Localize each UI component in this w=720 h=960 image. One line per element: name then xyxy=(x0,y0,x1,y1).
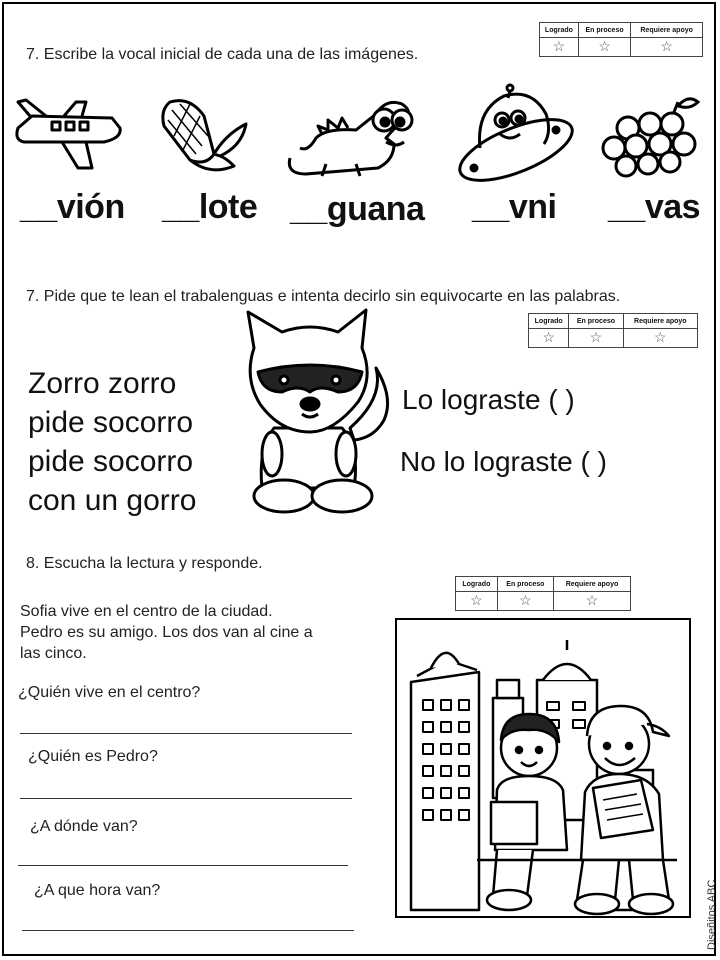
rubric-cell[interactable] xyxy=(578,38,630,57)
iguana-icon xyxy=(286,98,418,180)
credit-text: Diseñitos ABC xyxy=(706,879,718,950)
answer-line-4[interactable] xyxy=(22,930,354,931)
rubric-cell[interactable] xyxy=(554,592,631,611)
passage-line: Sofia vive en el centro de la ciudad. xyxy=(20,603,273,620)
answer-line-2[interactable] xyxy=(20,798,352,799)
star-icon[interactable]: ☆ xyxy=(542,329,555,345)
question-3: ¿A dónde van? xyxy=(30,818,138,835)
rubric-en-proceso: En proceso xyxy=(497,577,553,592)
word-ovni: __vni xyxy=(472,188,557,226)
question-4: ¿A que hora van? xyxy=(34,882,161,899)
star-icon[interactable]: ☆ xyxy=(589,329,603,345)
twister-line: Zorro zorro xyxy=(28,367,177,400)
instruction-reading: 8. Escucha la lectura y responde. xyxy=(26,555,263,572)
twister-line: pide socorro xyxy=(28,406,194,439)
rubric-table-2 xyxy=(528,313,698,348)
word-elote: __lote xyxy=(162,188,258,226)
passage-line: las cinco. xyxy=(20,645,87,662)
rubric-cell[interactable] xyxy=(456,592,498,611)
kids-city-icon xyxy=(397,620,689,916)
rubric-en-proceso: En proceso xyxy=(569,314,623,329)
option-not-achieved[interactable]: No lo lograste ( ) xyxy=(400,446,607,477)
question-2: ¿Quién es Pedro? xyxy=(28,748,158,765)
word-iguana: __guana xyxy=(290,190,425,228)
question-1: ¿Quién vive en el centro? xyxy=(18,684,201,701)
word-avion: __vión xyxy=(20,188,125,226)
rubric-cell[interactable] xyxy=(529,329,569,348)
star-icon[interactable]: ☆ xyxy=(470,592,483,608)
grapes-icon xyxy=(598,94,704,180)
instruction-tongue-twister: 7. Pide que te lean el trabalenguas e intenta decirlo sin equivocarte en las palabras. xyxy=(26,288,621,305)
rubric-requiere-apoyo: Requiere apoyo xyxy=(631,23,703,38)
rubric-table-1 xyxy=(539,22,703,57)
option-achieved[interactable]: Lo lograste ( ) xyxy=(402,384,575,415)
rubric-requiere-apoyo: Requiere apoyo xyxy=(623,314,697,329)
rubric-cell[interactable] xyxy=(623,329,697,348)
rubric-cell[interactable] xyxy=(569,329,623,348)
rubric-requiere-apoyo: Requiere apoyo xyxy=(554,577,631,592)
illustration-frame xyxy=(395,618,691,918)
corn-icon xyxy=(150,96,250,178)
fox-icon xyxy=(234,308,394,520)
rubric-logrado: Logrado xyxy=(456,577,498,592)
reading-passage xyxy=(20,601,392,664)
rubric-cell[interactable] xyxy=(631,38,703,57)
star-icon[interactable]: ☆ xyxy=(654,329,667,345)
twister-line: pide socorro xyxy=(28,445,194,478)
word-uvas: __vas xyxy=(608,188,701,226)
ufo-alien-icon xyxy=(452,84,582,184)
star-icon[interactable]: ☆ xyxy=(660,38,673,54)
rubric-logrado: Logrado xyxy=(529,314,569,329)
rubric-en-proceso: En proceso xyxy=(578,23,630,38)
instruction-vowels: 7. Escribe la vocal inicial de cada una de las imágenes. xyxy=(26,46,419,63)
passage-line: Pedro es su amigo. Los dos van al cine a xyxy=(20,624,313,641)
star-icon[interactable]: ☆ xyxy=(552,38,566,54)
answer-line-3[interactable] xyxy=(18,865,348,866)
airplane-icon xyxy=(12,98,124,178)
star-icon[interactable]: ☆ xyxy=(519,592,532,608)
rubric-table-3 xyxy=(455,576,631,611)
rubric-logrado: Logrado xyxy=(540,23,579,38)
star-icon[interactable]: ☆ xyxy=(598,38,611,54)
twister-line: con un gorro xyxy=(28,484,197,517)
star-icon[interactable]: ☆ xyxy=(585,592,599,608)
tongue-twister xyxy=(28,364,196,520)
rubric-cell[interactable] xyxy=(540,38,579,57)
rubric-cell[interactable] xyxy=(497,592,553,611)
answer-line-1[interactable] xyxy=(20,733,352,734)
